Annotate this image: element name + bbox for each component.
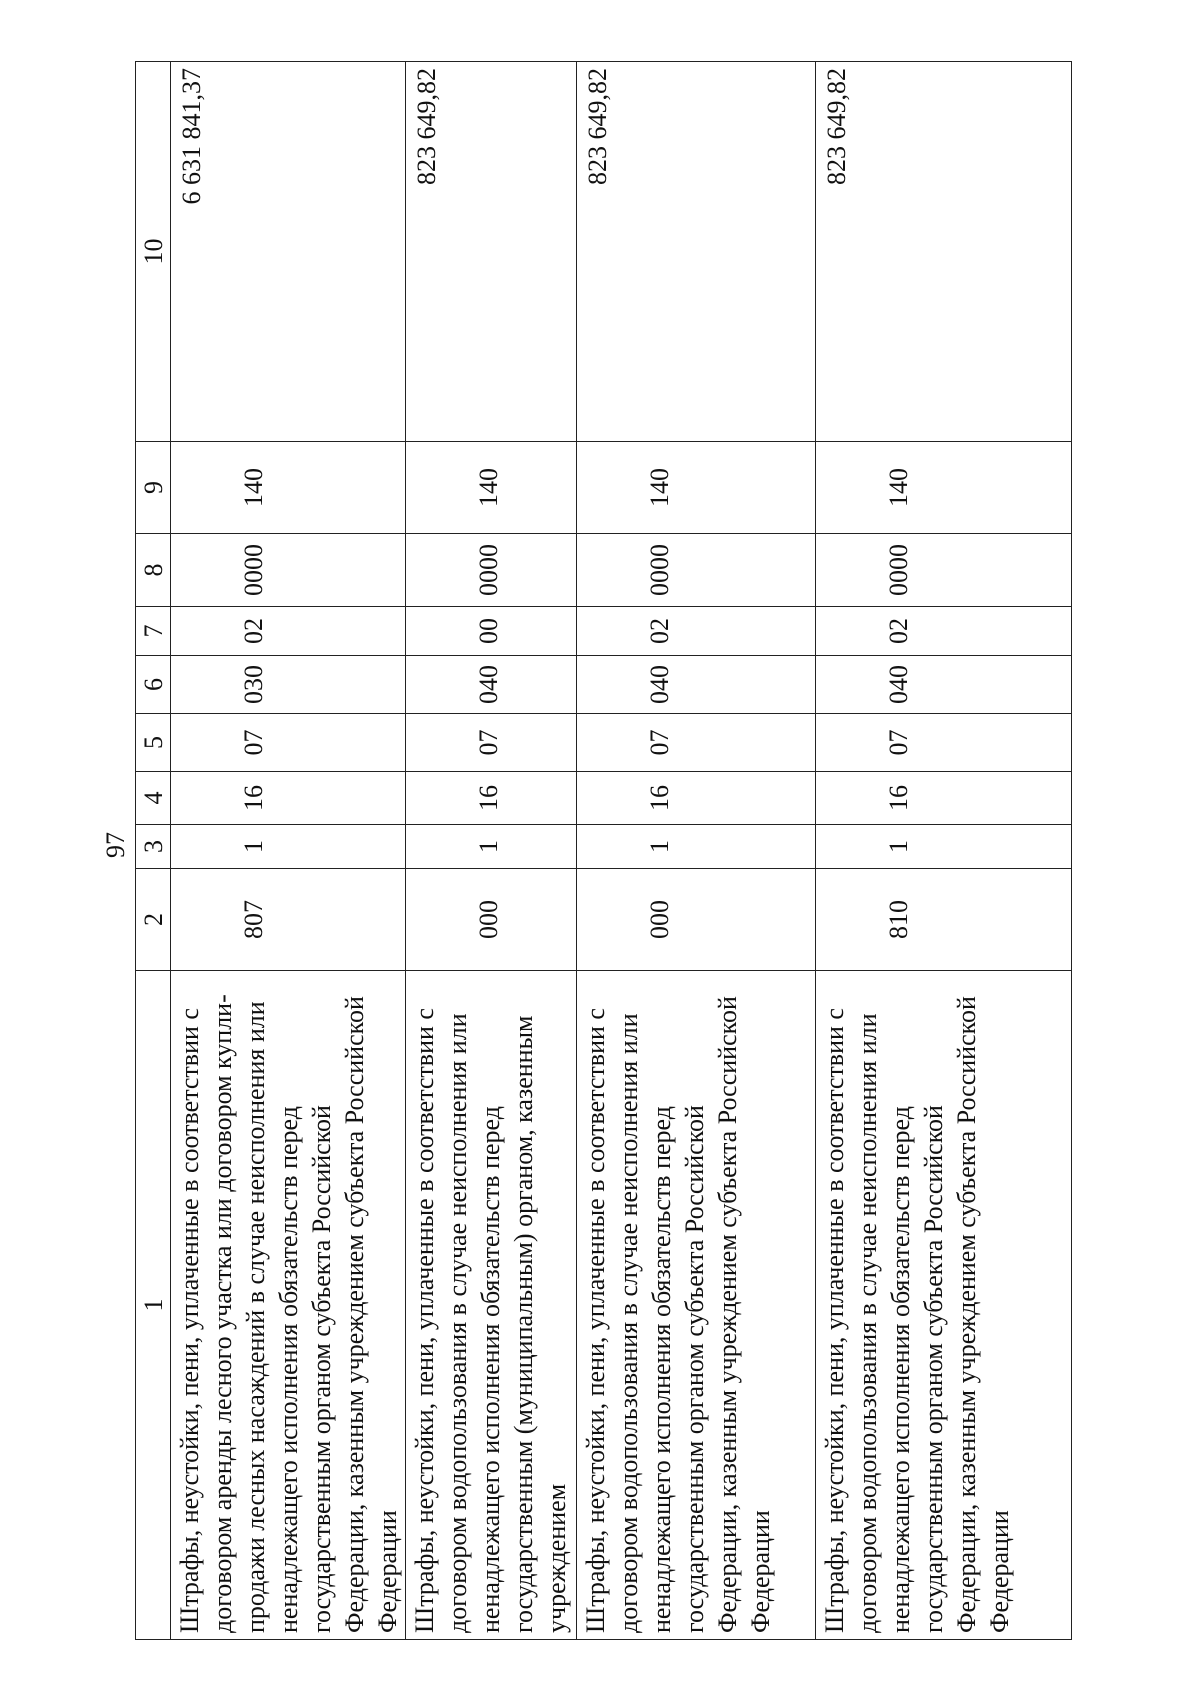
table-row	[577, 62, 816, 1640]
page-number: 97	[101, 832, 130, 858]
column-header: 7	[136, 607, 171, 656]
column-header: 2	[136, 869, 171, 971]
subgroup-code-cell: 16	[577, 772, 816, 825]
article-code-cell: 07	[171, 714, 406, 772]
subgroup-code-cell: 16	[816, 772, 1072, 825]
group-code-cell: 1	[577, 825, 816, 869]
economic-code-cell: 140	[406, 442, 577, 534]
economic-code-cell: 140	[816, 442, 1072, 534]
column-header: 4	[136, 772, 171, 825]
admin-code-cell: 000	[406, 869, 577, 971]
amount-cell: 823 649,82	[406, 62, 577, 442]
rotated-table-container	[135, 62, 1070, 1640]
column-header: 1	[136, 971, 171, 1640]
row-description: Штрафы, неустойки, пени, уплаченные в соответствии с договором водопользования в случае неисполнения или ненадлежащего исполнения обязательств перед государственным органом субъекта Российской Федерации, казенным учреждением субъекта Российской Федерации	[577, 971, 816, 1640]
admin-code-cell: 000	[577, 869, 816, 971]
program-code-cell: 0000	[406, 534, 577, 607]
column-header: 9	[136, 442, 171, 534]
article-code-cell: 07	[406, 714, 577, 772]
subarticle-code-cell: 040	[406, 656, 577, 714]
table-row	[406, 62, 577, 1640]
column-header: 10	[136, 62, 171, 442]
amount-cell: 823 649,82	[816, 62, 1072, 442]
program-code-cell: 0000	[816, 534, 1072, 607]
row-description: Штрафы, неустойки, пени, уплаченные в соответствии с договором водопользования в случае неисполнения или ненадлежащего исполнения обязательств перед государственным органом субъекта Российской Федерации, казенным учреждением субъекта Российской Федерации	[816, 971, 1072, 1640]
row-description: Штрафы, неустойки, пени, уплаченные в соответствии с договором водопользования в случае неисполнения или ненадлежащего исполнения обязательств перед государственным (муниципальным) органом, казенным учреждением	[406, 971, 577, 1640]
economic-code-cell: 140	[171, 442, 406, 534]
amount-cell: 823 649,82	[577, 62, 816, 442]
subgroup-code-cell: 16	[171, 772, 406, 825]
budget-revenue-table	[135, 61, 1072, 1640]
column-header: 5	[136, 714, 171, 772]
column-header: 8	[136, 534, 171, 607]
element-code-cell: 02	[577, 607, 816, 656]
row-description: Штрафы, неустойки, пени, уплаченные в соответствии с договором аренды лесного участка или договором купли-продажи лесных насаждений в случае неисполнения или ненадлежащего исполнения обязательств перед государственным органом субъекта Российской Федерации, казенным учреждением субъекта Российской Федерации	[171, 971, 406, 1640]
table-row	[816, 62, 1072, 1640]
subarticle-code-cell: 040	[577, 656, 816, 714]
group-code-cell: 1	[816, 825, 1072, 869]
program-code-cell: 0000	[577, 534, 816, 607]
admin-code-cell: 807	[171, 869, 406, 971]
table-header-row	[136, 62, 171, 1640]
article-code-cell: 07	[816, 714, 1072, 772]
group-code-cell: 1	[171, 825, 406, 869]
program-code-cell: 0000	[171, 534, 406, 607]
economic-code-cell: 140	[577, 442, 816, 534]
element-code-cell: 02	[171, 607, 406, 656]
subarticle-code-cell: 040	[816, 656, 1072, 714]
element-code-cell: 00	[406, 607, 577, 656]
column-header: 3	[136, 825, 171, 869]
element-code-cell: 02	[816, 607, 1072, 656]
table-row	[171, 62, 406, 1640]
column-header: 6	[136, 656, 171, 714]
admin-code-cell: 810	[816, 869, 1072, 971]
article-code-cell: 07	[577, 714, 816, 772]
group-code-cell: 1	[406, 825, 577, 869]
subarticle-code-cell: 030	[171, 656, 406, 714]
amount-cell: 6 631 841,37	[171, 62, 406, 442]
subgroup-code-cell: 16	[406, 772, 577, 825]
